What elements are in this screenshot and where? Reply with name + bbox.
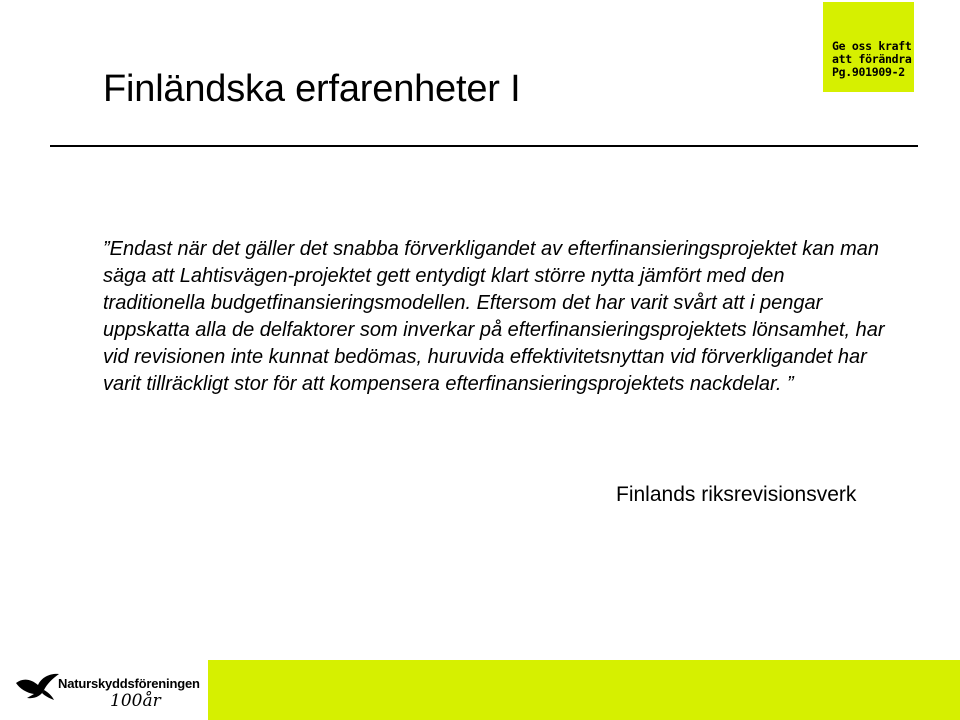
fundraising-badge [823, 2, 914, 92]
quote-source: Finlands riksrevisionsverk [616, 483, 857, 506]
quote-text: ”Endast när det gäller det snabba förverkligandet av efterfinansieringsprojektet kan man säga att Lahtisvägen-projektet gett entydigt klart större nytta jämfört med den traditionella budgetfinansieringsmodellen. Eftersom det har varit svårt att i pengar uppskatta alla de delfaktorer som inverkar på efterfinansieringsprojektets lönsamhet, har vid revisionen inte kunnat bedömas, huruvida effektivitetsnyttan vid förverkligandet har varit tillräckligt stor för att kompensera efterfinansieringsprojektets nackdelar. ” [103, 238, 885, 395]
slide-title: Finländska erfarenheter I [103, 68, 521, 110]
badge-line-2: att förändra [832, 52, 912, 66]
anniversary-mark: 100år [110, 691, 161, 711]
bird-icon [14, 671, 60, 701]
organization-name: Naturskyddsföreningen [58, 676, 200, 691]
title-divider [50, 145, 918, 147]
badge-line-3: Pg.901909-2 [832, 65, 905, 79]
badge-line-1: Ge oss kraft [832, 39, 912, 53]
